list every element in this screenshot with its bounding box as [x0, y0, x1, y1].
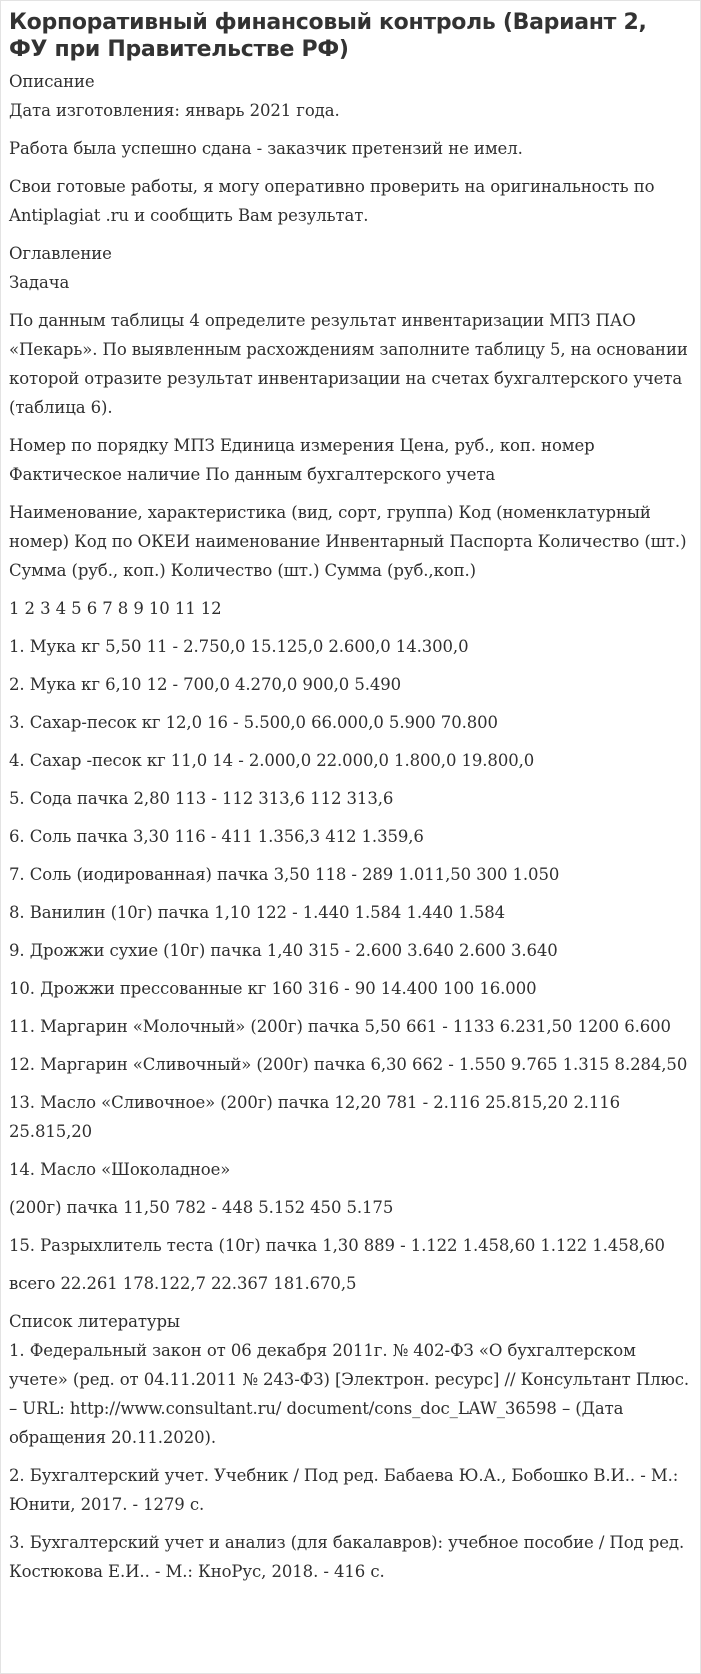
task-heading: Задача: [9, 273, 70, 292]
toc-heading: Оглавление: [9, 244, 112, 263]
inventory-row: 10. Дрожжи прессованные кг 160 316 - 90 14.400 100 16.000: [9, 979, 537, 998]
inventory-row: 13. Масло «Сливочное» (200г) пачка 12,20 781 - 2.116 25.815,20 2.116 25.815,20: [9, 1093, 621, 1141]
intro-paragraph: Свои готовые работы, я могу оперативно проверить на оригинальность по Antiplagiat .ru и сообщить Вам результат.: [9, 177, 655, 225]
inventory-row: 6. Соль пачка 3,30 116 - 411 1.356,3 412 1.359,6: [9, 827, 424, 846]
inventory-row: 15. Разрыхлитель теста (10г) пачка 1,30 889 - 1.122 1.458,60 1.122 1.458,60: [9, 1236, 665, 1255]
column-numbers: 1 2 3 4 5 6 7 8 9 10 11 12: [9, 599, 222, 618]
inventory-row: 9. Дрожжи сухие (10г) пачка 1,40 315 - 2.600 3.640 2.600 3.640: [9, 941, 558, 960]
intro-paragraph: Работа была успешно сдана - заказчик претензий не имел.: [9, 139, 523, 158]
inventory-row: 12. Маргарин «Сливочный» (200г) пачка 6,30 662 - 1.550 9.765 1.315 8.284,50: [9, 1055, 688, 1074]
reference-item: 2. Бухгалтерский учет. Учебник / Под ред. Бабаева Ю.А., Бобошко В.И.. - М.: Юнити, 2017. - 1279 с.: [9, 1466, 679, 1514]
inventory-row: 14. Масло «Шоколадное»: [9, 1160, 231, 1179]
inventory-row: (200г) пачка 11,50 782 - 448 5.152 450 5.175: [9, 1198, 394, 1217]
inventory-row: 3. Сахар-песок кг 12,0 16 - 5.500,0 66.000,0 5.900 70.800: [9, 713, 498, 732]
inventory-row: 5. Сода пачка 2,80 113 - 112 313,6 112 313,6: [9, 789, 394, 808]
description-heading: Описание: [9, 72, 95, 91]
date-line: Дата изготовления: январь 2021 года.: [9, 101, 340, 120]
inventory-rows: [9, 632, 692, 1298]
inventory-row: 8. Ванилин (10г) пачка 1,10 122 - 1.440 1.584 1.440 1.584: [9, 903, 506, 922]
inventory-row: 4. Сахар -песок кг 11,0 14 - 2.000,0 22.000,0 1.800,0 19.800,0: [9, 751, 535, 770]
reference-item: 3. Бухгалтерский учет и анализ (для бакалавров): учебное пособие / Под ред. Костюкова Е.И.. - М.: КноРус, 2018. - 416 с.: [9, 1533, 685, 1581]
inventory-row: 1. Мука кг 5,50 11 - 2.750,0 15.125,0 2.600,0 14.300,0: [9, 637, 469, 656]
page-title: Корпоративный финансовый контроль (Вариант 2, ФУ при Правительстве РФ): [9, 10, 647, 62]
inventory-row: 11. Маргарин «Молочный» (200г) пачка 5,50 661 - 1133 6.231,50 1200 6.600: [9, 1017, 671, 1036]
table-header-line: Наименование, характеристика (вид, сорт, группа) Код (номенклатурный номер) Код по ОКЕИ наименование Инвентарный Паспорта Количество (шт.) Сумма (руб., коп.) Количество (шт.) Сумма (руб.,коп.): [9, 503, 687, 580]
inventory-total-row: всего 22.261 178.122,7 22.367 181.670,5: [9, 1274, 357, 1293]
table-header-line: Номер по порядку МПЗ Единица измерения Цена, руб., коп. номер Фактическое наличие По данным бухгалтерского учета: [9, 436, 595, 484]
literature-heading: Список литературы: [9, 1312, 180, 1331]
reference-list: [9, 1336, 692, 1586]
inventory-row: 7. Соль (иодированная) пачка 3,50 118 - 289 1.011,50 300 1.050: [9, 865, 560, 884]
reference-item: 1. Федеральный закон от 06 декабря 2011г. № 402-ФЗ «О бухгалтерском учете» (ред. от 04.11.2011 № 243-ФЗ) [Электрон. ресурс] // Консультант Плюс. – URL: http://www.consultant.ru/ document/cons_doc_LAW_36598 – (Дата обращения 20.11.2020).: [9, 1341, 690, 1447]
task-text: По данным таблицы 4 определите результат инвентаризации МПЗ ПАО «Пекарь». По выявленным расхождениям заполните таблицу 5, на основании которой отразите результат инвентаризации на счетах бухгалтерского учета (таблица 6).: [9, 311, 688, 417]
inventory-row: 2. Мука кг 6,10 12 - 700,0 4.270,0 900,0 5.490: [9, 675, 402, 694]
